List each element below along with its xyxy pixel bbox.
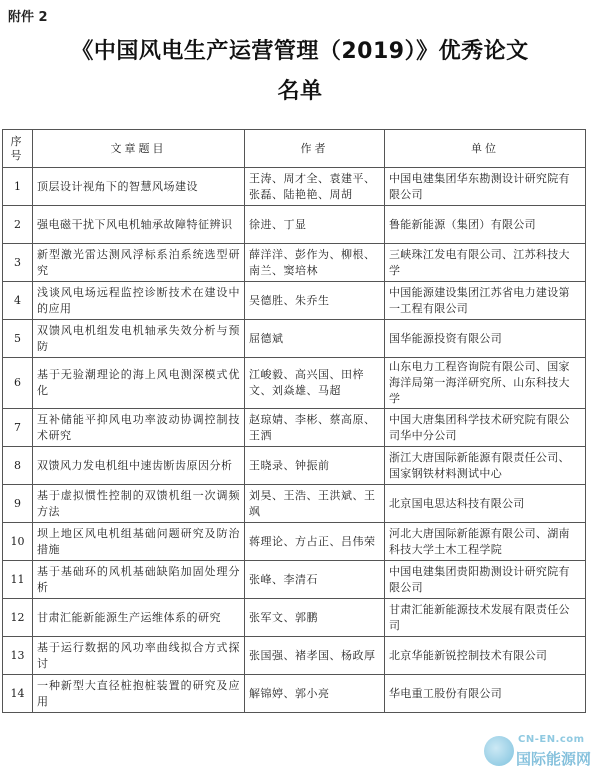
table-row xyxy=(3,358,586,409)
paper-title: 基于运行数据的风功率曲线拟合方式探讨 xyxy=(33,637,245,675)
row-number: 2 xyxy=(3,206,33,244)
paper-authors: 张军文、郭鹏 xyxy=(245,599,385,637)
row-number: 8 xyxy=(3,447,33,485)
row-number: 14 xyxy=(3,675,33,713)
row-number: 7 xyxy=(3,409,33,447)
paper-title: 强电磁干扰下风电机轴承故障特征辨识 xyxy=(33,206,245,244)
paper-unit: 浙江大唐国际新能源有限责任公司、国家钢铁材料测试中心 xyxy=(385,447,586,485)
column-header-no-char2: 号 xyxy=(10,148,25,162)
paper-unit: 鲁能新能源（集团）有限公司 xyxy=(385,206,586,244)
row-number: 5 xyxy=(3,320,33,358)
column-header-no-char1: 序 xyxy=(10,134,25,148)
paper-title: 坝上地区风电机组基础问题研究及防治措施 xyxy=(33,523,245,561)
paper-title: 顶层设计视角下的智慧风场建设 xyxy=(33,168,245,206)
paper-title: 浅谈风电场远程监控诊断技术在建设中的应用 xyxy=(33,282,245,320)
paper-unit: 河北大唐国际新能源有限公司、湖南科技大学土木工程学院 xyxy=(385,523,586,561)
paper-unit: 国华能源投资有限公司 xyxy=(385,320,586,358)
row-number: 9 xyxy=(3,485,33,523)
paper-title: 双馈风力发电机组中速齿断齿原因分析 xyxy=(33,447,245,485)
column-header-title: 文章题目 xyxy=(33,130,245,168)
site-watermark xyxy=(484,732,594,772)
paper-unit: 三峡珠江发电有限公司、江苏科技大学 xyxy=(385,244,586,282)
column-header-author: 作者 xyxy=(245,130,385,168)
column-header-unit: 单位 xyxy=(385,130,586,168)
paper-unit: 中国电建集团贵阳勘测设计研究院有限公司 xyxy=(385,561,586,599)
paper-unit: 甘肃汇能新能源技术发展有限责任公司 xyxy=(385,599,586,637)
paper-title: 基于虚拟惯性控制的双馈机组一次调频方法 xyxy=(33,485,245,523)
table-row xyxy=(3,409,586,447)
table-row xyxy=(3,244,586,282)
table-row xyxy=(3,447,586,485)
attachment-label: 附件 2 xyxy=(8,10,48,25)
paper-unit: 中国能源建设集团江苏省电力建设第一工程有限公司 xyxy=(385,282,586,320)
paper-authors: 王涛、周才全、袁建平、张磊、陆艳艳、周胡 xyxy=(245,168,385,206)
table-row xyxy=(3,168,586,206)
paper-authors: 王晓录、钟振前 xyxy=(245,447,385,485)
paper-authors: 刘昊、王浩、王洪斌、王飒 xyxy=(245,485,385,523)
document-title: 《中国风电生产运营管理（2019）》优秀论文 xyxy=(71,39,529,64)
table-row xyxy=(3,523,586,561)
row-number: 13 xyxy=(3,637,33,675)
table-row xyxy=(3,206,586,244)
paper-authors: 吴德胜、朱乔生 xyxy=(245,282,385,320)
row-number: 11 xyxy=(3,561,33,599)
table-row xyxy=(3,637,586,675)
table-header-row xyxy=(3,130,586,168)
paper-unit: 北京国电思达科技有限公司 xyxy=(385,485,586,523)
table-row xyxy=(3,485,586,523)
paper-authors: 张国强、褚孝国、杨政厚 xyxy=(245,637,385,675)
paper-authors: 蒋理论、方占正、吕伟荣 xyxy=(245,523,385,561)
paper-title: 一种新型大直径桩抱桩装置的研究及应用 xyxy=(33,675,245,713)
paper-authors: 屈德斌 xyxy=(245,320,385,358)
row-number: 10 xyxy=(3,523,33,561)
row-number: 6 xyxy=(3,358,33,409)
row-number: 12 xyxy=(3,599,33,637)
paper-unit: 中国电建集团华东勘测设计研究院有限公司 xyxy=(385,168,586,206)
paper-title: 新型激光雷达测风浮标系泊系统选型研究 xyxy=(33,244,245,282)
paper-unit: 北京华能新锐控制技术有限公司 xyxy=(385,637,586,675)
watermark-en-text: CN-EN.com xyxy=(518,734,585,745)
paper-title: 双馈风电机组发电机轴承失效分析与预防 xyxy=(33,320,245,358)
paper-authors: 张峰、李清石 xyxy=(245,561,385,599)
row-number: 3 xyxy=(3,244,33,282)
paper-unit: 华电重工股份有限公司 xyxy=(385,675,586,713)
paper-authors: 薛洋洋、彭作为、柳根、南兰、窦培林 xyxy=(245,244,385,282)
row-number: 4 xyxy=(3,282,33,320)
paper-title: 互补储能平抑风电功率波动协调控制技术研究 xyxy=(33,409,245,447)
document-title-line2: 名单 xyxy=(277,79,323,104)
paper-authors: 江峻毅、高兴国、田梓文、刘焱雄、马超 xyxy=(245,358,385,409)
paper-title: 基于基础环的风机基础缺陷加固处理分析 xyxy=(33,561,245,599)
paper-authors: 徐进、丁显 xyxy=(245,206,385,244)
watermark-cn-text: 国际能源网 xyxy=(516,750,592,768)
paper-unit: 中国大唐集团科学技术研究院有限公司华中分公司 xyxy=(385,409,586,447)
row-number: 1 xyxy=(3,168,33,206)
table-row xyxy=(3,282,586,320)
table-row xyxy=(3,599,586,637)
paper-authors: 解锦婷、郭小亮 xyxy=(245,675,385,713)
table-row xyxy=(3,675,586,713)
award-list-table xyxy=(2,129,586,713)
table-row xyxy=(3,320,586,358)
column-header-no xyxy=(3,130,33,168)
globe-logo-icon xyxy=(484,736,514,766)
paper-title: 基于无验潮理论的海上风电测深模式优化 xyxy=(33,358,245,409)
paper-unit: 山东电力工程咨询院有限公司、国家海洋局第一海洋研究所、山东科技大学 xyxy=(385,358,586,409)
paper-authors: 赵琼婧、李彬、蔡高原、王洒 xyxy=(245,409,385,447)
paper-title: 甘肃汇能新能源生产运维体系的研究 xyxy=(33,599,245,637)
table-row xyxy=(3,561,586,599)
